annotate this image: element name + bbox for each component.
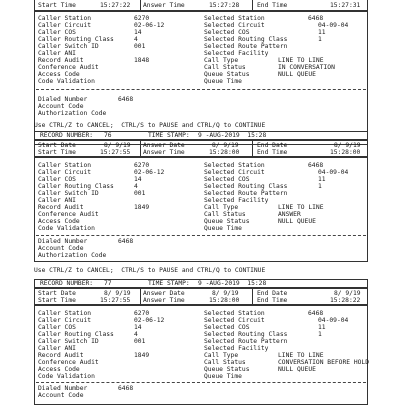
selected-routing-class-value: 1 — [318, 331, 322, 338]
call-status-label: Call Status — [204, 211, 246, 218]
queue-time-label: Queue Time — [204, 373, 242, 380]
call-status-value: ANSWER — [278, 211, 301, 218]
selected-route-pattern-label: Selected Route Pattern — [204, 190, 288, 197]
queue-status-value: NULL QUEUE — [278, 366, 316, 373]
conference-audit-label: Conference Audit — [38, 359, 99, 366]
call-status-label: Call Status — [204, 64, 246, 71]
end-date-value: 8/ 9/19 — [334, 290, 361, 297]
queue-status-value: NULL QUEUE — [278, 71, 316, 78]
record-audit-value: 1849 — [134, 352, 150, 359]
selected-cos-label: Selected COS — [204, 176, 250, 183]
caller-station-value: 6270 — [134, 162, 150, 169]
record-audit-label: Record Audit — [38, 57, 84, 64]
caller-circuit-label: Caller Circuit — [38, 169, 92, 176]
time-stamp-label: TIME STAMP: — [148, 280, 190, 287]
selected-station-label: Selected Station — [204, 310, 265, 317]
caller-routing-class-label: Caller Routing Class — [38, 183, 114, 190]
end-date-label: End Date — [257, 142, 288, 149]
caller-cos-value: 14 — [134, 324, 142, 331]
account-code-label: Account Code — [38, 392, 84, 399]
end-time-label: End Time — [257, 297, 288, 304]
section-separator — [36, 382, 366, 383]
answer-date-value: 8/ 9/19 — [212, 142, 239, 149]
account-code-label: Account Code — [38, 103, 84, 110]
selected-routing-class-value: 1 — [318, 36, 322, 43]
record-1-time-box — [34, 140, 368, 157]
selected-circuit-label: Selected Circuit — [204, 317, 265, 324]
caller-station-label: Caller Station — [38, 310, 92, 317]
selected-station-value: 6468 — [308, 15, 324, 22]
selected-cos-value: 11 — [318, 176, 326, 183]
conference-audit-label: Conference Audit — [38, 64, 99, 71]
selected-cos-value: 11 — [318, 324, 326, 331]
access-code-label: Access Code — [38, 218, 80, 225]
answer-date-label: Answer Date — [143, 142, 185, 149]
caller-cos-label: Caller COS — [38, 176, 76, 183]
answer-time-label: Answer Time — [143, 2, 185, 9]
end-date-value: 8/ 9/19 — [334, 142, 361, 149]
dialed-number-label: Dialed Number — [38, 96, 88, 103]
selected-circuit-label: Selected Circuit — [204, 169, 265, 176]
queue-status-label: Queue Status — [204, 366, 250, 373]
caller-switch-id-label: Caller Switch ID — [38, 190, 99, 197]
caller-circuit-label: Caller Circuit — [38, 317, 92, 324]
caller-switch-id-value: 001 — [134, 190, 146, 197]
caller-switch-id-label: Caller Switch ID — [38, 43, 99, 50]
access-code-label: Access Code — [38, 366, 80, 373]
call-status-value: CONVERSATION BEFORE HOLD — [278, 359, 369, 366]
selected-routing-class-label: Selected Routing Class — [204, 36, 288, 43]
end-date-label: End Date — [257, 290, 288, 297]
caller-circuit-label: Caller Circuit — [38, 22, 92, 29]
record-0-divider — [140, 0, 141, 11]
answer-time-label: Answer Time — [143, 149, 185, 156]
selected-circuit-value: 04-09-04 — [318, 169, 349, 176]
call-type-value: LINE TO LINE — [278, 352, 324, 359]
code-validation-label: Code Validation — [38, 78, 95, 85]
call-type-label: Call Type — [204, 204, 239, 211]
authorization-code-label: Authorization Code — [38, 110, 107, 117]
account-code-label: Account Code — [38, 245, 84, 252]
record-audit-label: Record Audit — [38, 352, 84, 359]
selected-circuit-value: 04-09-04 — [318, 22, 349, 29]
caller-cos-label: Caller COS — [38, 324, 76, 331]
selected-cos-label: Selected COS — [204, 29, 250, 36]
caller-routing-class-value: 4 — [134, 183, 138, 190]
call-status-label: Call Status — [204, 359, 246, 366]
dialed-number-value: 6468 — [118, 238, 134, 245]
start-time-value: 15:27:55 — [100, 297, 131, 304]
caller-station-value: 6270 — [134, 15, 150, 22]
caller-station-label: Caller Station — [38, 15, 92, 22]
dialed-number-label: Dialed Number — [38, 385, 88, 392]
record-2-divider — [140, 288, 141, 305]
record-audit-value: 1848 — [134, 57, 150, 64]
selected-facility-label: Selected Facility — [204, 50, 269, 57]
time-stamp-label: TIME STAMP: — [148, 132, 190, 139]
queue-time-label: Queue Time — [204, 78, 242, 85]
start-time-label: Start Time — [38, 297, 76, 304]
answer-time-value: 15:28:00 — [209, 149, 240, 156]
caller-ani-label: Caller ANI — [38, 345, 76, 352]
record-0-divider — [252, 0, 253, 11]
end-time-value: 15:28:22 — [330, 297, 361, 304]
caller-routing-class-value: 4 — [134, 331, 138, 338]
dialed-number-value: 6468 — [118, 385, 134, 392]
start-date-label: Start Date — [38, 290, 76, 297]
selected-circuit-value: 04-09-04 — [318, 317, 349, 324]
access-code-label: Access Code — [38, 71, 80, 78]
selected-facility-label: Selected Facility — [204, 197, 269, 204]
call-type-label: Call Type — [204, 57, 239, 64]
start-time-value: 15:27:55 — [100, 149, 131, 156]
end-time-value: 15:28:00 — [330, 149, 361, 156]
conference-audit-label: Conference Audit — [38, 211, 99, 218]
record-0-time-box — [34, 0, 368, 11]
call-type-value: LINE TO LINE — [278, 57, 324, 64]
start-time-label: Start Time — [38, 149, 76, 156]
time-stamp-value: 9 -AUG-2019 15:28 — [198, 280, 267, 287]
record-number-value: 76 — [104, 132, 112, 139]
end-time-value: 15:27:31 — [330, 2, 361, 9]
record-number-label: RECORD NUMBER: — [40, 132, 94, 139]
call-type-label: Call Type — [204, 352, 239, 359]
caller-station-value: 6270 — [134, 310, 150, 317]
start-time-value: 15:27:22 — [100, 2, 131, 9]
ctrl-message: Use CTRL/Z to CANCEL; CTRL/S to PAUSE and CTRL/Q to CONTINUE — [34, 267, 266, 274]
record-audit-value: 1849 — [134, 204, 150, 211]
record-1-divider — [252, 140, 253, 157]
answer-date-label: Answer Date — [143, 290, 185, 297]
start-date-label: Start Date — [38, 142, 76, 149]
caller-switch-id-label: Caller Switch ID — [38, 338, 99, 345]
caller-station-label: Caller Station — [38, 162, 92, 169]
caller-circuit-value: 02-06-12 — [134, 317, 165, 324]
call-type-value: LINE TO LINE — [278, 204, 324, 211]
selected-cos-value: 11 — [318, 29, 326, 36]
caller-ani-label: Caller ANI — [38, 50, 76, 57]
selected-routing-class-label: Selected Routing Class — [204, 331, 288, 338]
start-date-value: 8/ 9/19 — [104, 142, 131, 149]
end-time-label: End Time — [257, 149, 288, 156]
section-separator — [36, 235, 366, 236]
ctrl-message: Use CTRL/Z to CANCEL; CTRL/S to PAUSE and CTRL/Q to CONTINUE — [34, 122, 266, 129]
record-audit-label: Record Audit — [38, 204, 84, 211]
caller-routing-class-value: 4 — [134, 36, 138, 43]
start-date-value: 8/ 9/19 — [104, 290, 131, 297]
end-time-label: End Time — [257, 2, 288, 9]
code-validation-label: Code Validation — [38, 225, 95, 232]
selected-routing-class-value: 1 — [318, 183, 322, 190]
dialed-number-value: 6468 — [118, 96, 134, 103]
caller-cos-label: Caller COS — [38, 29, 76, 36]
caller-routing-class-label: Caller Routing Class — [38, 331, 114, 338]
selected-facility-label: Selected Facility — [204, 345, 269, 352]
authorization-code-label: Authorization Code — [38, 252, 107, 259]
selected-circuit-label: Selected Circuit — [204, 22, 265, 29]
answer-time-label: Answer Time — [143, 297, 185, 304]
dialed-number-label: Dialed Number — [38, 238, 88, 245]
section-separator — [36, 89, 366, 90]
call-status-value: IN CONVERSATION — [278, 64, 335, 71]
code-validation-label: Code Validation — [38, 373, 95, 380]
queue-status-value: NULL QUEUE — [278, 218, 316, 225]
selected-cos-label: Selected COS — [204, 324, 250, 331]
caller-ani-label: Caller ANI — [38, 197, 76, 204]
selected-routing-class-label: Selected Routing Class — [204, 183, 288, 190]
record-2-time-box — [34, 288, 368, 305]
start-time-label: Start Time — [38, 2, 76, 9]
record-2-divider — [252, 288, 253, 305]
caller-routing-class-label: Caller Routing Class — [38, 36, 114, 43]
queue-status-label: Queue Status — [204, 71, 250, 78]
selected-station-value: 6468 — [308, 310, 324, 317]
selected-station-label: Selected Station — [204, 162, 265, 169]
caller-switch-id-value: 001 — [134, 338, 146, 345]
selected-station-value: 6468 — [308, 162, 324, 169]
caller-cos-value: 14 — [134, 176, 142, 183]
selected-route-pattern-label: Selected Route Pattern — [204, 43, 288, 50]
record-number-label: RECORD NUMBER: — [40, 280, 94, 287]
record-number-value: 77 — [104, 280, 112, 287]
queue-status-label: Queue Status — [204, 218, 250, 225]
answer-time-value: 15:27:28 — [209, 2, 240, 9]
caller-cos-value: 14 — [134, 29, 142, 36]
caller-switch-id-value: 001 — [134, 43, 146, 50]
selected-station-label: Selected Station — [204, 15, 265, 22]
caller-circuit-value: 02-06-12 — [134, 22, 165, 29]
caller-circuit-value: 02-06-12 — [134, 169, 165, 176]
selected-route-pattern-label: Selected Route Pattern — [204, 338, 288, 345]
time-stamp-value: 9 -AUG-2019 15:28 — [198, 132, 267, 139]
queue-time-label: Queue Time — [204, 225, 242, 232]
answer-time-value: 15:28:00 — [209, 297, 240, 304]
answer-date-value: 8/ 9/19 — [212, 290, 239, 297]
record-1-divider — [140, 140, 141, 157]
